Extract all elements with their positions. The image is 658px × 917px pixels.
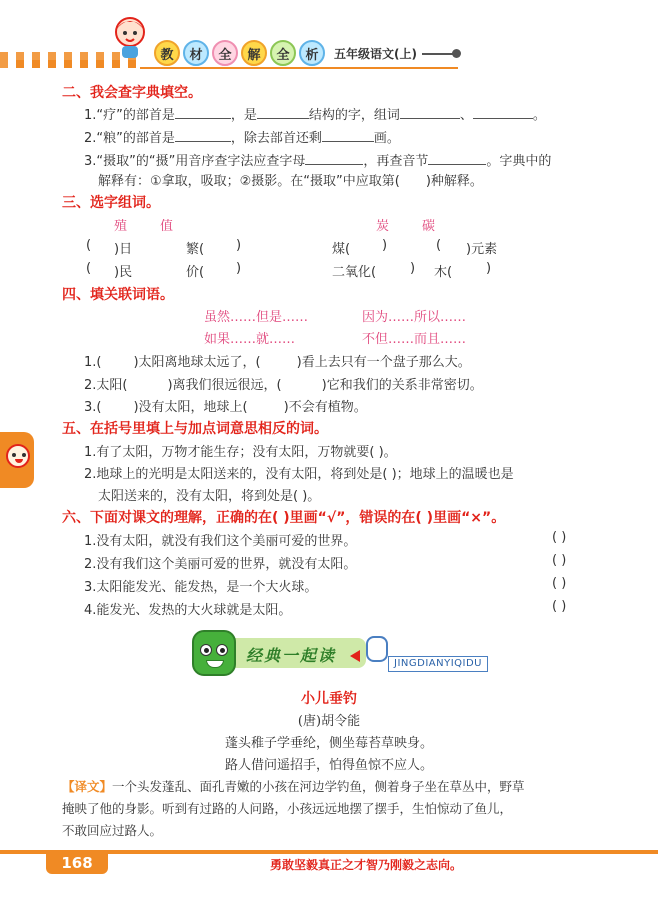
text: 。 xyxy=(532,108,546,123)
eye xyxy=(200,644,212,656)
s3-r2-c: 价( xyxy=(186,265,205,280)
s3-r1-c: 繁( xyxy=(186,242,205,257)
page-number: 168 xyxy=(46,852,108,874)
pair-3: 如果……就…… xyxy=(204,332,296,347)
section-2-title: 二、我会查字典填空。 xyxy=(62,85,202,101)
title-char: 析 xyxy=(299,40,325,66)
translation-line-3: 不敢回应过路人。 xyxy=(62,823,163,838)
s3-r2-h: ) xyxy=(486,261,492,276)
grade-label: 五年级语文(上) xyxy=(334,47,417,61)
section-5-title: 五、在括号里填上与加点词意思相反的词。 xyxy=(62,421,328,437)
s2-q2 xyxy=(84,127,400,146)
banner-title: 经典一起读 xyxy=(246,646,337,665)
classic-reading-banner xyxy=(192,630,492,676)
header-checker-pattern-2 xyxy=(8,60,138,68)
translation-line-2: 掩映了他的身影。听到有过路的人问路，小孩远远地摆了摆手，生怕惊动了鱼儿， xyxy=(62,801,513,816)
s6-item-1: 1.没有太阳，就没有我们这个美丽可爱的世界。 xyxy=(84,534,357,549)
text: 2.“粮”的部首是 xyxy=(84,131,175,146)
section-6-title: 六、下面对课文的理解，正确的在( )里画“√”，错误的在( )里画“×”。 xyxy=(62,510,506,526)
text: 画。 xyxy=(373,131,400,146)
title-char: 教 xyxy=(154,40,180,66)
s2-q1 xyxy=(84,104,546,123)
title-char: 材 xyxy=(183,40,209,66)
answer-paren[interactable]: ( ) xyxy=(552,599,567,614)
section-3-title: 三、选字组词。 xyxy=(62,195,160,211)
s6-item-4: 4.能发光、发热的大火球就是太阳。 xyxy=(84,603,292,618)
blank[interactable] xyxy=(175,106,231,119)
text: 解释有：①拿取，吸取；②摄影。在“摄取”中应取第( xyxy=(98,174,400,189)
poem-line-1: 蓬头稚子学垂纶，侧坐莓苔草映身。 xyxy=(224,736,433,751)
title-char: 解 xyxy=(241,40,267,66)
text: 3.( xyxy=(84,400,102,415)
text: )看上去只有一个盘子那么大。 xyxy=(296,355,471,370)
char-tan-2: 碳 xyxy=(422,219,436,234)
text: )没有太阳，地球上( xyxy=(133,400,248,415)
banner-pinyin: JINGDIANYIQIDU xyxy=(388,656,488,672)
s2-q3-cont xyxy=(98,170,483,189)
text: 。字典中的 xyxy=(486,154,552,169)
title-char: 全 xyxy=(270,40,296,66)
mascot-face-icon xyxy=(6,444,30,468)
text: 、 xyxy=(459,108,473,123)
s5-q1: 1.有了太阳，万物才能生存；没有太阳，万物就要( )。 xyxy=(84,445,397,460)
s3-r2-a: ( xyxy=(86,261,92,276)
s6-item-2: 2.没有我们这个美丽可爱的世界，就没有太阳。 xyxy=(84,557,357,572)
text: 2.太阳( xyxy=(84,378,128,393)
text: )种解释。 xyxy=(425,174,483,189)
s3-r1-f: ) xyxy=(382,238,388,253)
s3-r1-a: ( xyxy=(86,238,92,253)
text: ，再查音节 xyxy=(363,154,429,169)
text: )它和我们的关系非常密切。 xyxy=(321,378,483,393)
s4-q1 xyxy=(84,351,471,370)
text: ，除去部首还剩 xyxy=(230,131,322,146)
text: 1.( xyxy=(84,355,102,370)
poem-line-2: 路人借问遥招手，怕得鱼惊不应人。 xyxy=(224,758,433,773)
text: 1.“疗”的部首是 xyxy=(84,108,175,123)
s3-r2-b: )民 xyxy=(114,265,133,280)
blank[interactable] xyxy=(428,152,486,165)
s5-q2-cont: 太阳送来的，没有太阳，将到处是( )。 xyxy=(98,489,321,504)
s3-r2-g: 木( xyxy=(434,265,453,280)
poem-title: 小儿垂钓 xyxy=(301,691,357,707)
text: 结构的字，组词 xyxy=(308,108,400,123)
text: 3.“摄取”的“摄”用音序查字法应查字母 xyxy=(84,154,306,169)
s3-r2-e: 二氧化( xyxy=(332,265,377,280)
eye xyxy=(216,644,228,656)
s4-q3 xyxy=(84,396,367,415)
s2-q3 xyxy=(84,150,551,169)
translation-tag: 【译文】 xyxy=(62,779,113,794)
blank[interactable] xyxy=(305,152,363,165)
s3-r2-f: ) xyxy=(410,261,416,276)
text: )太阳离地球太远了，( xyxy=(133,355,261,370)
char-tan-1: 炭 xyxy=(376,219,390,234)
header-arrow xyxy=(422,53,456,55)
mouth xyxy=(206,660,224,668)
poem-author: (唐)胡令能 xyxy=(297,714,361,729)
translation-line-1 xyxy=(62,776,602,798)
s4-q2 xyxy=(84,374,483,393)
blank[interactable] xyxy=(175,129,231,142)
header-dot xyxy=(452,49,461,58)
char-zhi-2: 值 xyxy=(160,219,174,234)
text: 一个头发蓬乱、面孔青嫩的小孩在河边学钓鱼，侧着身子坐在草丛中，野草 xyxy=(112,779,525,794)
answer-paren[interactable]: ( ) xyxy=(552,553,567,568)
pair-4: 不但……而且…… xyxy=(362,332,467,347)
text: ，是 xyxy=(230,108,257,123)
translation xyxy=(62,776,602,842)
green-monster-icon xyxy=(192,630,236,676)
char-zhi-1: 殖 xyxy=(114,219,128,234)
s3-r1-b: )日 xyxy=(114,242,133,257)
blank[interactable] xyxy=(257,106,309,119)
s6-item-3: 3.太阳能发光、能发热，是一个大火球。 xyxy=(84,580,318,595)
page-header xyxy=(0,0,658,80)
blank[interactable] xyxy=(473,106,533,119)
s5-q2: 2.地球上的光明是太阳送来的，没有太阳，将到处是( )；地球上的温暖也是 xyxy=(84,467,514,482)
title-char: 全 xyxy=(212,40,238,66)
blank[interactable] xyxy=(322,129,374,142)
arrow-icon xyxy=(350,650,360,662)
s3-r1-e: 煤( xyxy=(332,242,351,257)
pair-2: 因为……所以…… xyxy=(362,310,467,325)
blank[interactable] xyxy=(400,106,460,119)
s3-r1-d: ) xyxy=(236,238,242,253)
answer-paren[interactable]: ( ) xyxy=(552,576,567,591)
footer-motto: 勇敢坚毅真正之才智乃刚毅之志向。 xyxy=(270,858,463,872)
header-rule xyxy=(140,67,458,69)
answer-paren[interactable]: ( ) xyxy=(552,530,567,545)
pair-1: 虽然……但是…… xyxy=(204,310,309,325)
s3-r2-d: ) xyxy=(236,261,242,276)
text: )不会有植物。 xyxy=(283,400,367,415)
section-4-title: 四、填关联词语。 xyxy=(62,287,174,303)
s3-r1-h: )元素 xyxy=(466,242,498,257)
text: )离我们很远很远，( xyxy=(167,378,282,393)
mascot-girl-icon xyxy=(108,12,152,60)
book-series-title xyxy=(154,40,325,66)
hand-icon xyxy=(366,636,388,662)
s3-r1-g: ( xyxy=(436,238,442,253)
